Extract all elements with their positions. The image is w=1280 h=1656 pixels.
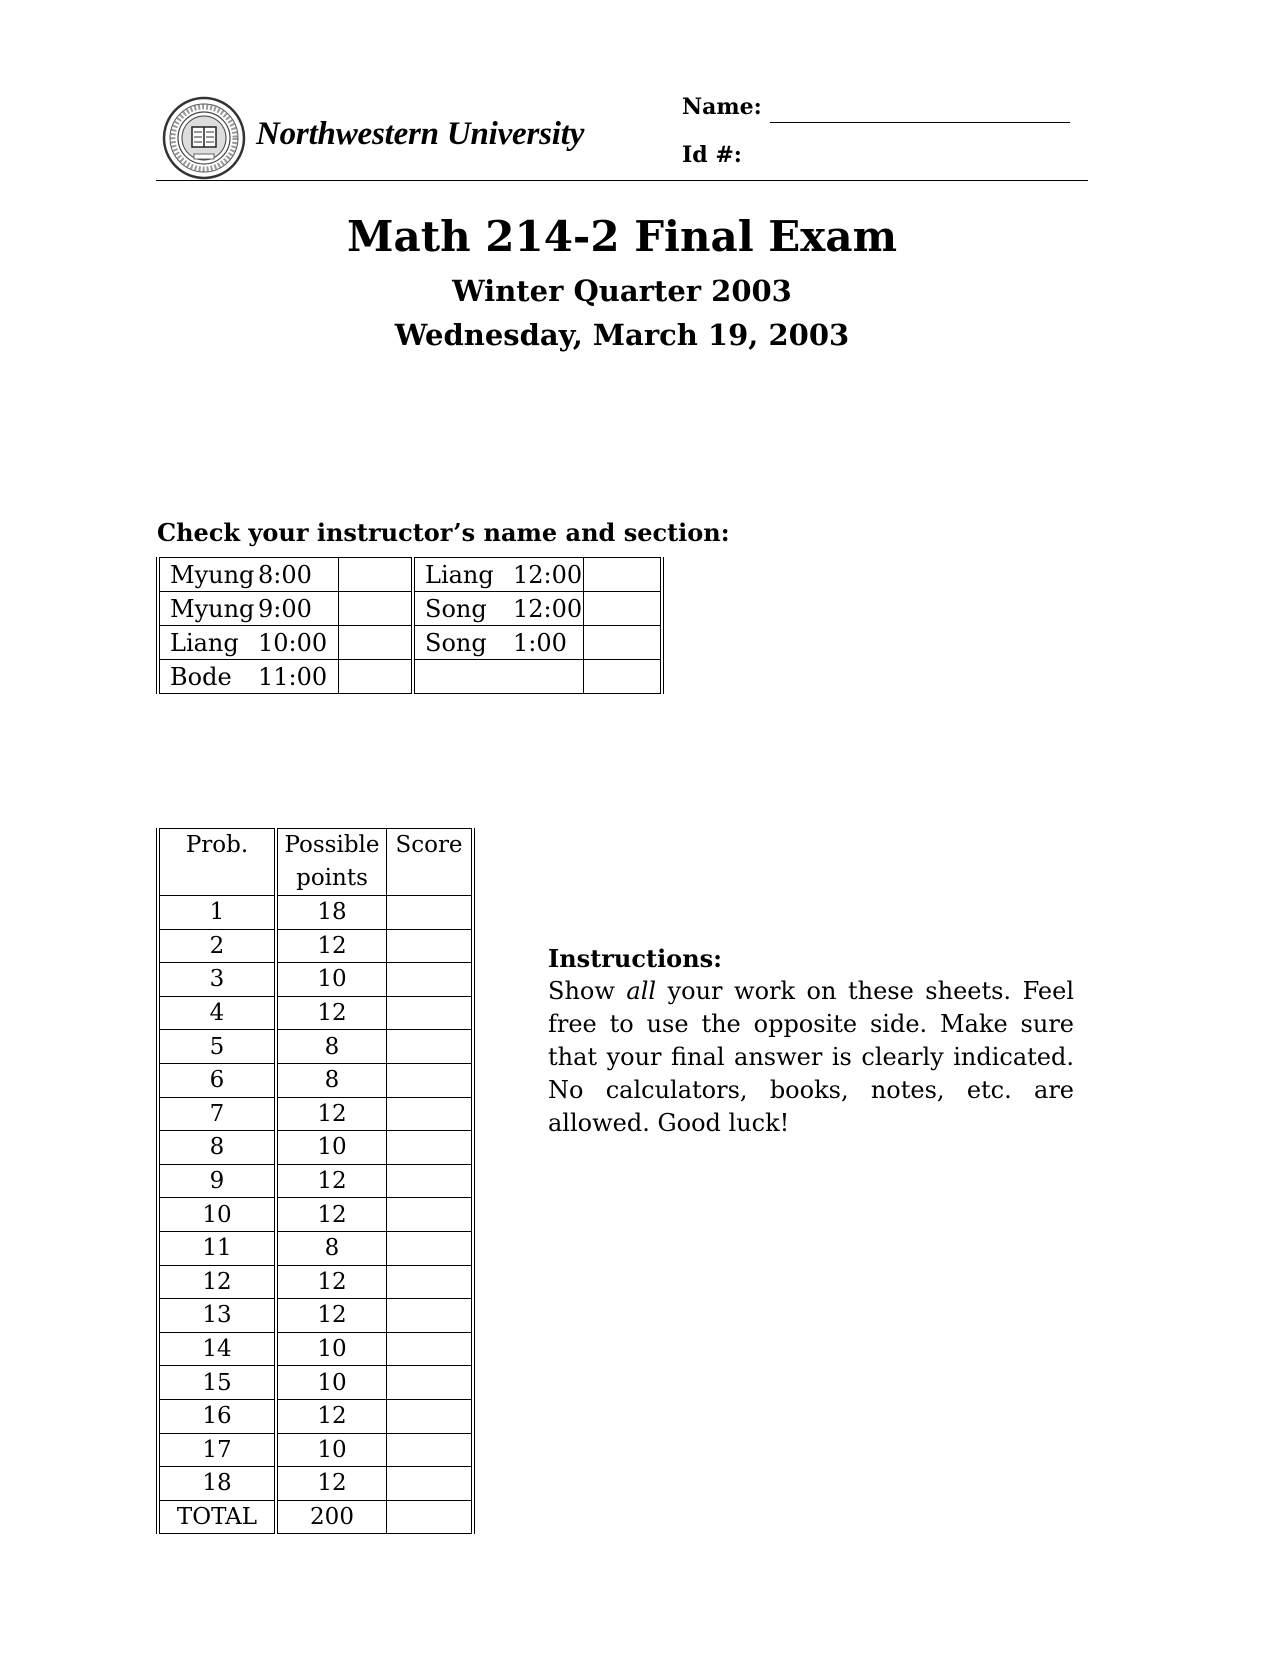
section-checkbox[interactable] bbox=[339, 592, 414, 626]
table-row bbox=[158, 1299, 473, 1333]
score-cell[interactable] bbox=[387, 1332, 474, 1366]
points-cell: 12 bbox=[276, 1399, 387, 1433]
instructor-name: Bode bbox=[158, 660, 258, 694]
score-cell[interactable] bbox=[387, 1231, 474, 1265]
points-cell: 12 bbox=[276, 1164, 387, 1198]
page-header bbox=[156, 92, 1086, 182]
prob-cell: 14 bbox=[158, 1332, 276, 1366]
score-cell[interactable] bbox=[387, 1500, 474, 1534]
score-table bbox=[156, 828, 475, 1534]
instructor-name: Liang bbox=[158, 626, 258, 660]
section-time: 1:00 bbox=[513, 626, 584, 660]
header-rule bbox=[156, 180, 1088, 181]
name-field[interactable] bbox=[770, 122, 1070, 123]
prob-cell: 13 bbox=[158, 1299, 276, 1333]
section-time: 12:00 bbox=[513, 592, 584, 626]
points-cell: 10 bbox=[276, 1131, 387, 1165]
table-row bbox=[158, 1332, 473, 1366]
section-checkbox bbox=[584, 660, 663, 694]
id-label: Id #: bbox=[682, 142, 742, 168]
instructor-name: Myung bbox=[158, 558, 258, 592]
section-row bbox=[158, 558, 662, 592]
points-cell: 12 bbox=[276, 1097, 387, 1131]
table-row bbox=[158, 963, 473, 997]
prob-cell: 12 bbox=[158, 1265, 276, 1299]
prob-header: Prob. bbox=[158, 829, 276, 896]
section-table bbox=[156, 557, 664, 694]
table-row bbox=[158, 1164, 473, 1198]
prob-cell: 4 bbox=[158, 996, 276, 1030]
points-cell: 8 bbox=[276, 1231, 387, 1265]
table-row bbox=[158, 1467, 473, 1501]
exam-term: Winter Quarter 2003 bbox=[452, 274, 792, 308]
table-row bbox=[158, 1131, 473, 1165]
section-checkbox[interactable] bbox=[584, 626, 663, 660]
table-row bbox=[158, 1433, 473, 1467]
section-checkbox[interactable] bbox=[339, 558, 414, 592]
points-cell: 8 bbox=[276, 1063, 387, 1097]
prob-cell: 18 bbox=[158, 1467, 276, 1501]
prob-cell: 10 bbox=[158, 1198, 276, 1232]
instructions-text-post: your work on these sheets. Feel free to use the opposite side. Make sure that your final answer is clearly indicated. No calculators, books, notes, etc. are allowed. Good luck! bbox=[548, 977, 1074, 1137]
section-row bbox=[158, 626, 662, 660]
score-cell[interactable] bbox=[387, 1063, 474, 1097]
score-header: Score bbox=[387, 829, 474, 896]
points-cell: 10 bbox=[276, 1433, 387, 1467]
section-checkbox[interactable] bbox=[339, 660, 414, 694]
university-seal-logo bbox=[162, 96, 246, 180]
prob-cell: 16 bbox=[158, 1399, 276, 1433]
instructor-name: Liang bbox=[413, 558, 513, 592]
instructor-name: Myung bbox=[158, 592, 258, 626]
table-row bbox=[158, 896, 473, 930]
points-cell: 10 bbox=[276, 1366, 387, 1400]
section-checkbox[interactable] bbox=[584, 592, 663, 626]
points-cell: 10 bbox=[276, 1332, 387, 1366]
table-row bbox=[158, 1265, 473, 1299]
score-cell[interactable] bbox=[387, 1399, 474, 1433]
points-cell: 10 bbox=[276, 963, 387, 997]
section-time: 9:00 bbox=[258, 592, 339, 626]
score-header-row bbox=[158, 829, 473, 896]
section-time: 11:00 bbox=[258, 660, 339, 694]
score-cell[interactable] bbox=[387, 1164, 474, 1198]
exam-date: Wednesday, March 19, 2003 bbox=[394, 318, 850, 352]
section-checkbox[interactable] bbox=[584, 558, 663, 592]
prob-cell: TOTAL bbox=[158, 1500, 276, 1534]
section-time: 10:00 bbox=[258, 626, 339, 660]
score-cell[interactable] bbox=[387, 1467, 474, 1501]
prob-cell: 9 bbox=[158, 1164, 276, 1198]
instructions bbox=[548, 942, 1074, 1140]
score-cell[interactable] bbox=[387, 1097, 474, 1131]
prob-cell: 17 bbox=[158, 1433, 276, 1467]
possible-points-header bbox=[276, 829, 387, 896]
points-cell: 12 bbox=[276, 1299, 387, 1333]
section-time: 12:00 bbox=[513, 558, 584, 592]
section-heading: Check your instructor’s name and section: bbox=[157, 518, 730, 547]
points-cell: 8 bbox=[276, 1030, 387, 1064]
section-checkbox[interactable] bbox=[339, 626, 414, 660]
possible-header-line1: Possible bbox=[284, 832, 380, 858]
table-row bbox=[158, 1500, 473, 1534]
instructions-emphasis: all bbox=[626, 977, 657, 1005]
instructor-name: Song bbox=[413, 592, 513, 626]
score-cell[interactable] bbox=[387, 963, 474, 997]
points-cell: 18 bbox=[276, 896, 387, 930]
table-row bbox=[158, 1030, 473, 1064]
points-cell: 12 bbox=[276, 1198, 387, 1232]
prob-cell: 7 bbox=[158, 1097, 276, 1131]
table-row bbox=[158, 1063, 473, 1097]
section-row bbox=[158, 660, 662, 694]
university-name: Northwestern University bbox=[256, 116, 585, 152]
prob-cell: 2 bbox=[158, 929, 276, 963]
prob-cell: 15 bbox=[158, 1366, 276, 1400]
section-row bbox=[158, 592, 662, 626]
score-body bbox=[158, 896, 473, 1534]
section-time bbox=[513, 660, 584, 694]
prob-cell: 8 bbox=[158, 1131, 276, 1165]
prob-cell: 3 bbox=[158, 963, 276, 997]
points-cell: 12 bbox=[276, 929, 387, 963]
points-cell: 12 bbox=[276, 1265, 387, 1299]
score-cell[interactable] bbox=[387, 929, 474, 963]
prob-cell: 1 bbox=[158, 896, 276, 930]
score-cell[interactable] bbox=[387, 1265, 474, 1299]
table-row bbox=[158, 996, 473, 1030]
prob-cell: 5 bbox=[158, 1030, 276, 1064]
score-cell[interactable] bbox=[387, 996, 474, 1030]
score-cell[interactable] bbox=[387, 1030, 474, 1064]
exam-title: Math 214-2 Final Exam bbox=[346, 212, 898, 261]
prob-cell: 11 bbox=[158, 1231, 276, 1265]
instructions-text-pre: Show bbox=[548, 977, 627, 1005]
table-row bbox=[158, 1399, 473, 1433]
table-row bbox=[158, 929, 473, 963]
score-cell[interactable] bbox=[387, 1131, 474, 1165]
table-row bbox=[158, 1198, 473, 1232]
score-cell[interactable] bbox=[387, 1433, 474, 1467]
prob-cell: 6 bbox=[158, 1063, 276, 1097]
points-cell: 12 bbox=[276, 1467, 387, 1501]
score-cell[interactable] bbox=[387, 1366, 474, 1400]
instructions-heading: Instructions: bbox=[548, 944, 723, 973]
score-cell[interactable] bbox=[387, 896, 474, 930]
table-row bbox=[158, 1366, 473, 1400]
instructor-name: Song bbox=[413, 626, 513, 660]
table-row bbox=[158, 1231, 473, 1265]
possible-header-line2: points bbox=[296, 865, 368, 891]
name-label: Name: bbox=[682, 94, 762, 120]
score-cell[interactable] bbox=[387, 1299, 474, 1333]
section-time: 8:00 bbox=[258, 558, 339, 592]
table-row bbox=[158, 1097, 473, 1131]
points-cell: 12 bbox=[276, 996, 387, 1030]
points-cell: 200 bbox=[276, 1500, 387, 1534]
instructor-name bbox=[413, 660, 513, 694]
score-cell[interactable] bbox=[387, 1198, 474, 1232]
